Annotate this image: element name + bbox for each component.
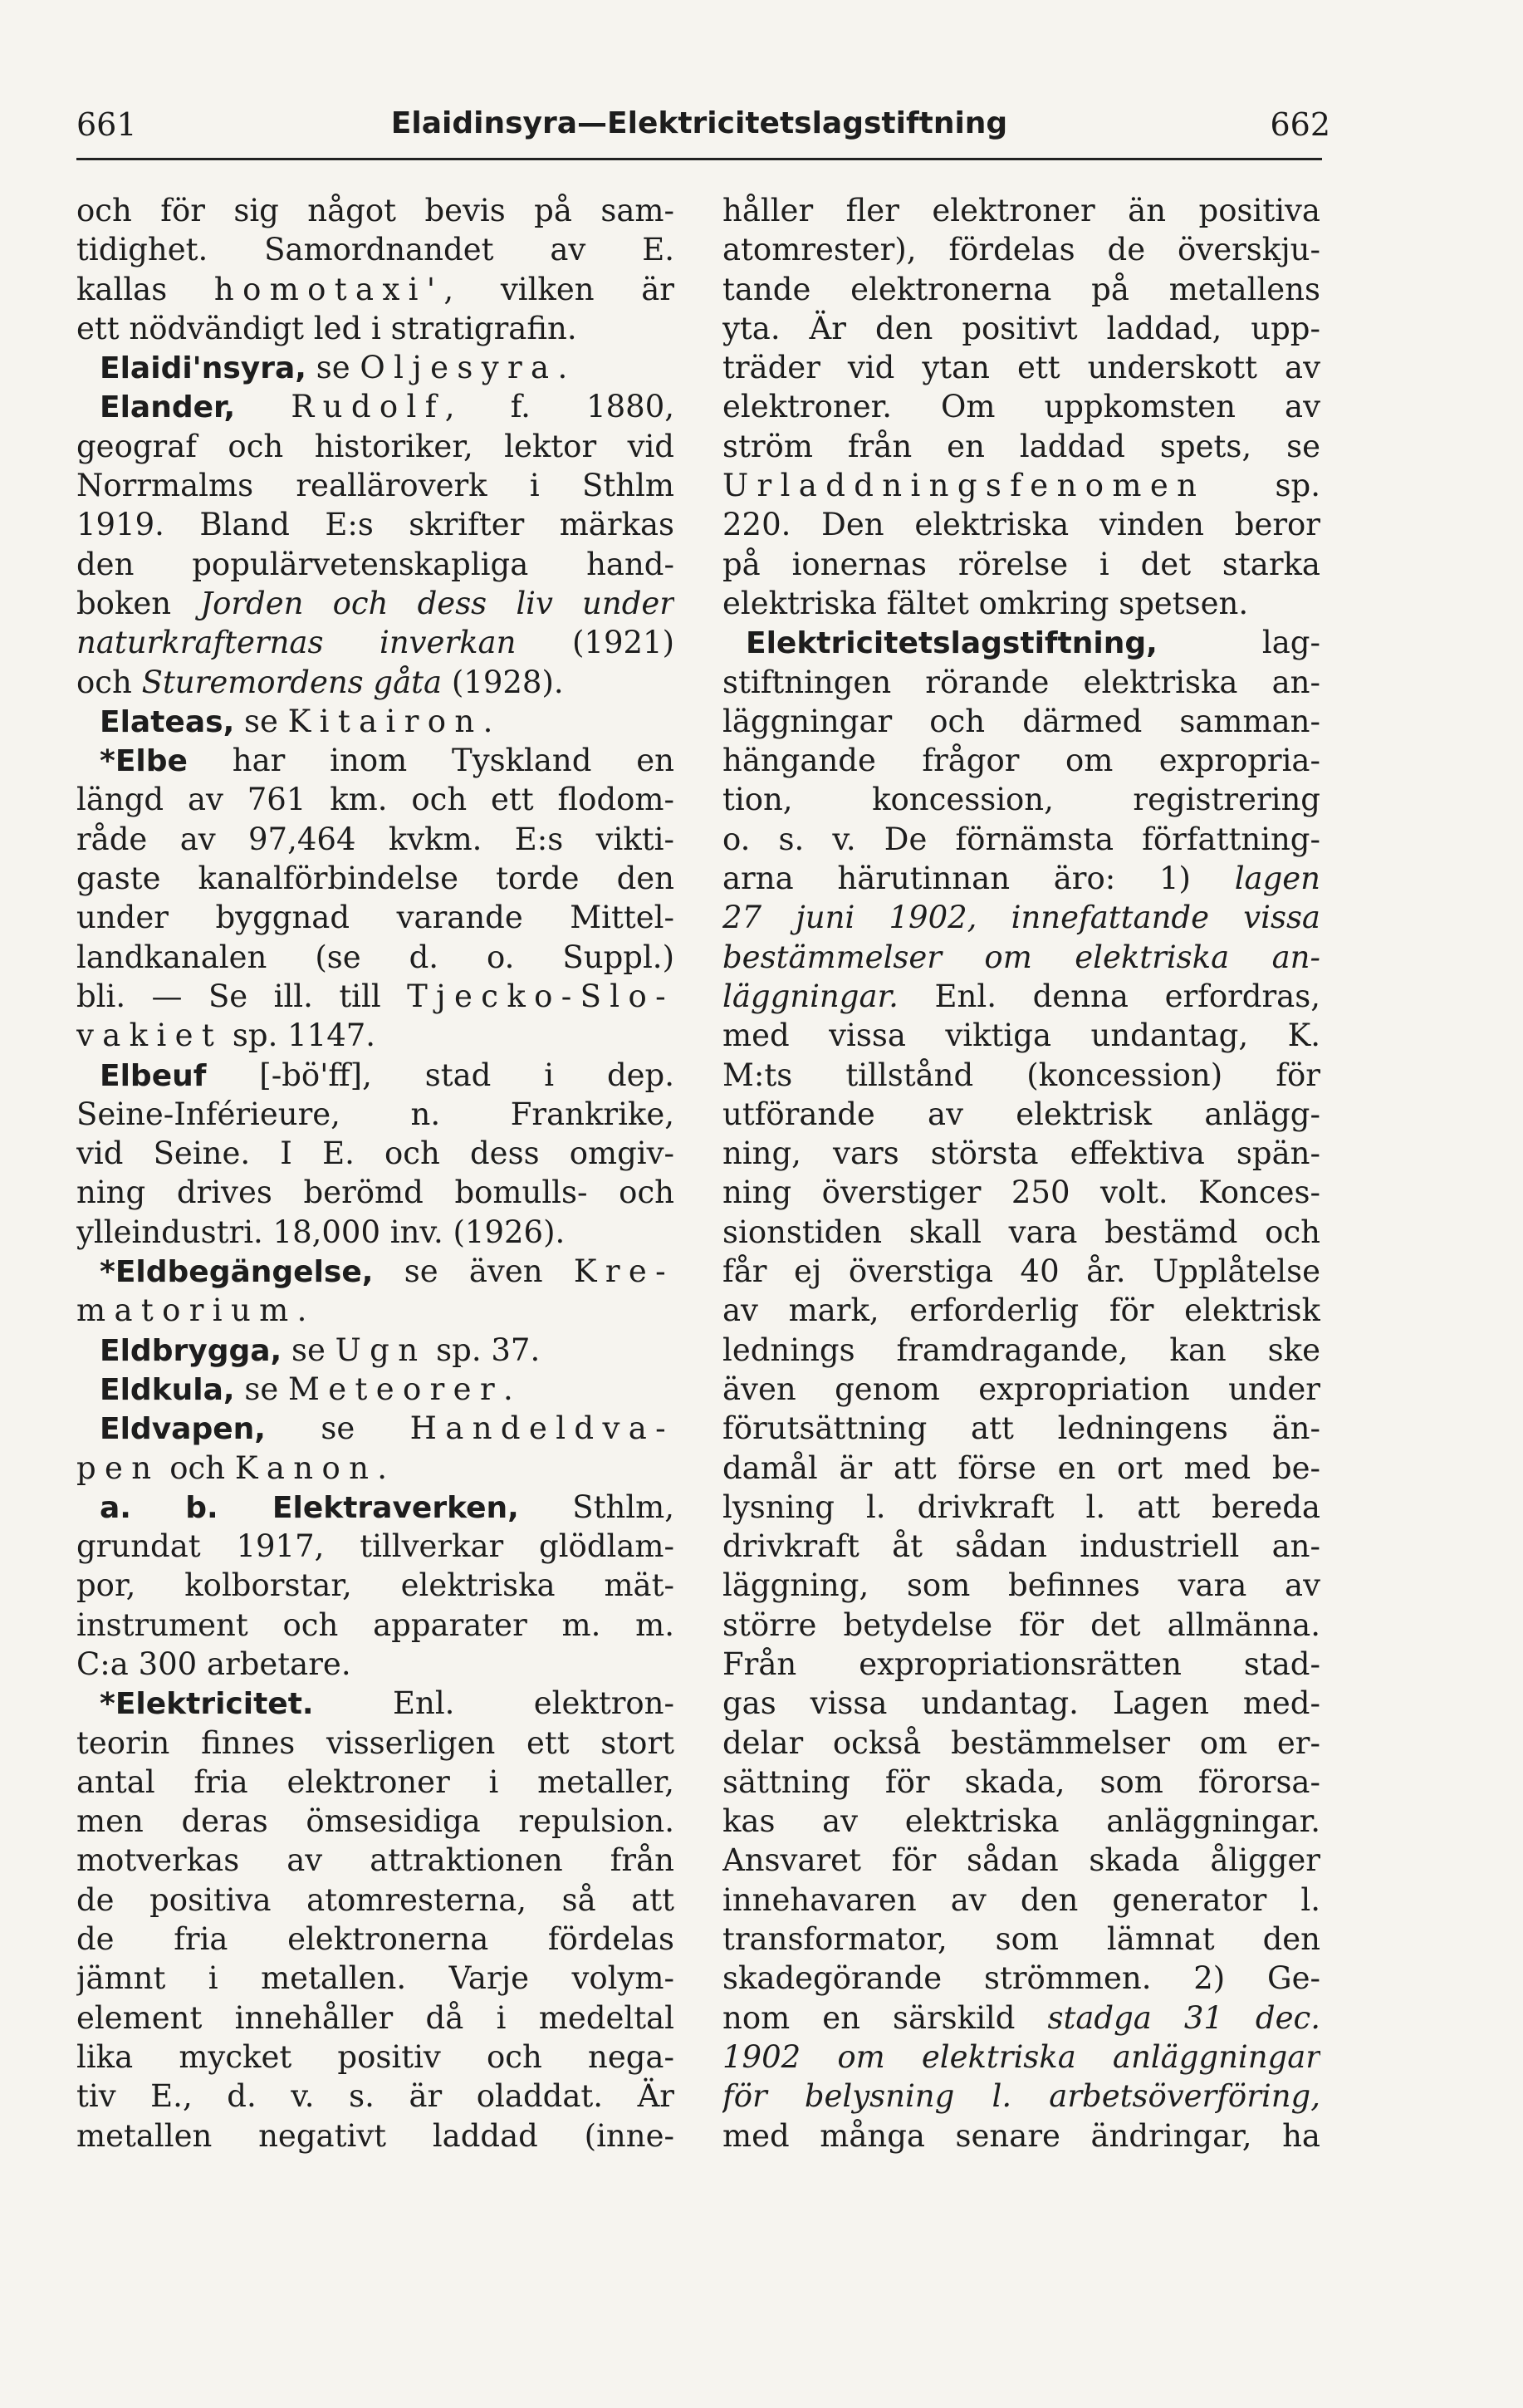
- text-line: stiftningen rörande elektriska an-: [722, 664, 1320, 700]
- italic-title: läggningar.: [722, 978, 899, 1014]
- text-line: tion, koncession, registrering: [722, 782, 1320, 818]
- text-line: grundat 1917, tillverkar glödlam-: [76, 1528, 674, 1565]
- cross-reference: Handeldva-: [409, 1410, 674, 1447]
- text-segment: lag-: [1157, 625, 1320, 661]
- text-line: [722, 859, 1320, 898]
- page-number-left: 661: [76, 106, 137, 143]
- text-segment: sp. 1147.: [223, 1018, 376, 1054]
- text-segment: [235, 389, 291, 424]
- text-line: lika mycket positiv och nega-: [76, 2038, 674, 2075]
- text-line: [76, 348, 674, 387]
- text-segment: Enl. denna erfordras,: [898, 978, 1320, 1014]
- entry-headword: Elektricitetslagstiftning,: [746, 626, 1158, 661]
- text-line: [76, 270, 674, 309]
- text-line: [76, 663, 674, 702]
- entry-headword: Elaidi'nsyra,: [100, 351, 306, 386]
- cross-reference: Tjecko-Slo-: [407, 978, 674, 1014]
- cross-reference: matorium: [76, 1292, 297, 1329]
- text-line: [76, 741, 674, 780]
- text-line: [722, 938, 1320, 977]
- text-line: [722, 1998, 1320, 2038]
- italic-title: stadga 31 dec.: [1047, 1999, 1320, 2036]
- text-line: råde av 97,464 kvkm. E:s vikti-: [76, 821, 674, 857]
- text-line: [76, 1056, 674, 1095]
- entry-headword: Elateas,: [100, 704, 235, 739]
- text-segment: sp. 37.: [426, 1332, 541, 1368]
- text-line: [76, 623, 674, 662]
- text-segment: se även: [373, 1253, 574, 1290]
- text-line: Från expropriationsrätten stad-: [722, 1645, 1320, 1682]
- text-line: geograf och historiker, lektor vid: [76, 428, 674, 464]
- text-line: elektroner. Om uppkomsten av: [722, 389, 1320, 425]
- cross-reference: Kanon: [234, 1449, 378, 1486]
- header-rule: [76, 158, 1322, 160]
- text-line: läggning, som befinnes vara av: [722, 1567, 1320, 1604]
- entry-headword: *Eldbegängelse,: [100, 1255, 374, 1290]
- text-line: [76, 1449, 674, 1488]
- text-line: vid Seine. I E. och dess omgiv-: [76, 1135, 674, 1172]
- page-number-right: 662: [1270, 106, 1330, 143]
- text-line: damål är att förse en ort med be-: [722, 1449, 1320, 1486]
- text-line: kas av elektriska anläggningar.: [722, 1803, 1320, 1840]
- text-line: delar också bestämmelser om er-: [722, 1724, 1320, 1761]
- text-line: [76, 1016, 674, 1055]
- cross-reference: homotaxi': [213, 271, 444, 307]
- text-line: [76, 1331, 674, 1370]
- entry-headword: a. b. Elektraverken,: [100, 1490, 519, 1525]
- entry-headword: Eldvapen,: [100, 1412, 266, 1447]
- text-segment: , vilken är: [443, 271, 674, 307]
- text-line: Norrmalms realläroverk i Sthlm: [76, 468, 674, 504]
- text-line: teorin finnes visserligen ett stort: [76, 1724, 674, 1761]
- entry-headword: Elander,: [100, 390, 236, 425]
- text-segment: bli. — Se ill. till: [76, 978, 408, 1014]
- text-line: [722, 623, 1320, 662]
- entry-headword: Eldbrygga,: [100, 1333, 282, 1368]
- text-line: [722, 2038, 1320, 2077]
- text-segment: boken: [76, 585, 201, 621]
- text-line: under byggnad varande Mittel-: [76, 900, 674, 936]
- text-line: lednings framdragande, kan ske: [722, 1332, 1320, 1368]
- text-line: [76, 1252, 674, 1291]
- text-segment: arna härutinnan äro: 1): [722, 861, 1235, 897]
- text-line: får ej överstiga 40 år. Upplåtelse: [722, 1253, 1320, 1290]
- text-segment: se: [234, 703, 288, 739]
- text-line: 1919. Bland E:s skrifter märkas: [76, 507, 674, 543]
- text-line: av mark, erforderlig för elektrisk: [722, 1292, 1320, 1329]
- text-segment: .: [296, 1292, 307, 1329]
- text-line: hängande frågor om expropria-: [722, 743, 1320, 779]
- text-line: förutsättning att ledningens än-: [722, 1410, 1320, 1447]
- text-line: de fria elektronerna fördelas: [76, 1921, 674, 1958]
- text-line: [722, 898, 1320, 937]
- text-line: antal fria elektroner i metaller,: [76, 1763, 674, 1800]
- text-segment: och: [159, 1449, 235, 1486]
- text-line: jämnt i metallen. Varje volym-: [76, 1960, 674, 1997]
- text-line: [76, 387, 674, 426]
- text-line: tande elektronerna på metallens: [722, 271, 1320, 307]
- text-line: [76, 702, 674, 741]
- text-line: längd av 761 km. och ett flodom-: [76, 782, 674, 818]
- italic-title: lagen: [1234, 861, 1320, 897]
- text-line: med många senare ändringar, ha: [722, 2117, 1320, 2154]
- text-segment: se: [306, 350, 360, 386]
- italic-title: bestämmelser om elektriska an-: [722, 939, 1320, 975]
- text-line: större betydelse för det allmänna.: [722, 1606, 1320, 1643]
- entry-headword: Elbeuf: [100, 1058, 207, 1093]
- text-line: på ionernas rörelse i det starka: [722, 546, 1320, 582]
- text-line: Ansvaret för sådan skada åligger: [722, 1842, 1320, 1879]
- text-line: [76, 1684, 674, 1723]
- text-line: utförande av elektrisk anlägg-: [722, 1096, 1320, 1132]
- text-line: transformator, som lämnat den: [722, 1921, 1320, 1958]
- text-line: håller fler elektroner än positiva: [722, 193, 1320, 228]
- text-segment: Sthlm,: [518, 1488, 674, 1525]
- italic-title: Sturemordens gåta: [141, 664, 443, 700]
- cross-reference: vakiet: [76, 1018, 223, 1054]
- text-line: atomrester), fördelas de överskju-: [722, 232, 1320, 268]
- text-line: ett nödvändigt led i stratigrafin.: [76, 310, 577, 346]
- text-line: drivkraft åt sådan industriell an-: [722, 1528, 1320, 1565]
- text-line: [722, 2077, 1320, 2116]
- cross-reference: pen: [76, 1449, 160, 1486]
- text-segment: se: [234, 1371, 289, 1407]
- text-line: ning överstiger 250 volt. Konces-: [722, 1175, 1320, 1211]
- text-line: [76, 584, 674, 623]
- text-line: [722, 977, 1320, 1016]
- text-line: yta. Är den positivt laddad, upp-: [722, 310, 1320, 346]
- text-line: och för sig något bevis på sam-: [76, 193, 674, 228]
- text-line: [722, 466, 1320, 505]
- text-segment: [-bö'ff], stad i dep.: [206, 1057, 674, 1093]
- text-line: ning, vars största effektiva spän-: [722, 1135, 1320, 1172]
- text-line: gaste kanalförbindelse torde den: [76, 861, 674, 897]
- cross-reference: Oljesyra: [360, 350, 558, 386]
- text-line: elektriska fältet omkring spetsen.: [722, 585, 1249, 621]
- text-segment: .: [482, 703, 493, 739]
- cross-reference: Kre-: [573, 1253, 674, 1290]
- entry-headword: *Elbe: [100, 744, 188, 779]
- text-line: ylleindustri. 18,000 inv. (1926).: [76, 1214, 566, 1250]
- text-line: [76, 1409, 674, 1448]
- entry-headword: Eldkula,: [100, 1372, 235, 1407]
- text-line: Seine-Inférieure, n. Frankrike,: [76, 1096, 674, 1132]
- text-line: [76, 1488, 674, 1527]
- text-segment: (1921): [516, 625, 674, 661]
- text-line: tiv E., d. v. s. är oladdat. Är: [76, 2078, 674, 2115]
- text-segment: nom en särskild: [722, 1999, 1048, 2036]
- text-segment: Enl. elektron-: [313, 1685, 674, 1722]
- cross-reference: Ugn: [335, 1332, 427, 1368]
- italic-title: för belysning l. arbetsöverföring,: [722, 2078, 1320, 2115]
- cross-reference: Kitairon: [287, 703, 483, 739]
- text-line: M:ts tillstånd (koncession) för: [722, 1057, 1320, 1093]
- text-line: ström från en laddad spets, se: [722, 428, 1320, 464]
- text-line: träder vid ytan ett underskott av: [722, 350, 1320, 386]
- text-segment: se: [282, 1332, 335, 1368]
- text-segment: .: [557, 350, 568, 386]
- text-line: den populärvetenskapliga hand-: [76, 546, 674, 582]
- text-line: [76, 1291, 674, 1330]
- cross-reference: Urladdningsfenomen: [722, 468, 1206, 504]
- text-segment: , f. 1880,: [444, 389, 674, 425]
- text-segment: se: [265, 1410, 410, 1447]
- text-line: motverkas av attraktionen från: [76, 1842, 674, 1879]
- text-line: gas vissa undantag. Lagen med-: [722, 1685, 1320, 1722]
- text-line: sionstiden skall vara bestämd och: [722, 1214, 1320, 1250]
- text-line: o. s. v. De förnämsta författning-: [722, 821, 1320, 857]
- text-segment: och: [76, 664, 142, 700]
- text-segment: kallas: [76, 271, 214, 307]
- right-column: [722, 191, 1320, 2155]
- header-title: Elaidinsyra—Elektricitetslagstiftning: [390, 106, 1008, 140]
- text-line: skadegörande strömmen. 2) Ge-: [722, 1960, 1320, 1997]
- text-segment: sp.: [1205, 468, 1320, 504]
- italic-title: 27 juni 1902, innefattande vissa: [722, 900, 1320, 936]
- cross-reference: Rudolf: [291, 389, 445, 425]
- text-segment: (1928).: [442, 664, 564, 700]
- text-line: tidighet. Samordnandet av E.: [76, 232, 674, 268]
- text-segment: .: [503, 1371, 513, 1407]
- text-segment: .: [377, 1449, 388, 1486]
- text-line: instrument och apparater m. m.: [76, 1606, 674, 1643]
- text-line: läggningar och därmed samman-: [722, 703, 1320, 739]
- text-line: med vissa viktiga undantag, K.: [722, 1018, 1320, 1054]
- entry-headword: *Elektricitet.: [100, 1687, 314, 1722]
- running-header: [76, 106, 1330, 164]
- text-line: C:a 300 arbetare.: [76, 1645, 351, 1682]
- text-line: innehavaren av den generator l.: [722, 1881, 1320, 1918]
- text-line: [76, 977, 674, 1016]
- text-line: [76, 1370, 674, 1409]
- left-column: [76, 191, 674, 2155]
- text-line: även genom expropriation under: [722, 1371, 1320, 1407]
- text-line: metallen negativt laddad (inne-: [76, 2117, 674, 2154]
- text-line: men deras ömsesidiga repulsion.: [76, 1803, 674, 1840]
- italic-title: 1902 om elektriska anläggningar: [722, 2038, 1320, 2075]
- text-line: lysning l. drivkraft l. att bereda: [722, 1488, 1320, 1525]
- text-line: sättning för skada, som förorsa-: [722, 1763, 1320, 1800]
- text-line: element innehåller då i medeltal: [76, 1999, 674, 2036]
- italic-title: Jorden och dess liv under: [200, 585, 674, 621]
- italic-title: naturkrafternas inverkan: [76, 625, 517, 661]
- text-line: por, kolborstar, elektriska mät-: [76, 1567, 674, 1604]
- text-line: landkanalen (se d. o. Suppl.): [76, 939, 674, 975]
- text-segment: har inom Tyskland en: [187, 743, 674, 779]
- text-line: ning drives berömd bomulls- och: [76, 1175, 674, 1211]
- text-line: 220. Den elektriska vinden beror: [722, 507, 1320, 543]
- text-line: de positiva atomresterna, så att: [76, 1881, 674, 1918]
- cross-reference: Meteorer: [288, 1371, 503, 1407]
